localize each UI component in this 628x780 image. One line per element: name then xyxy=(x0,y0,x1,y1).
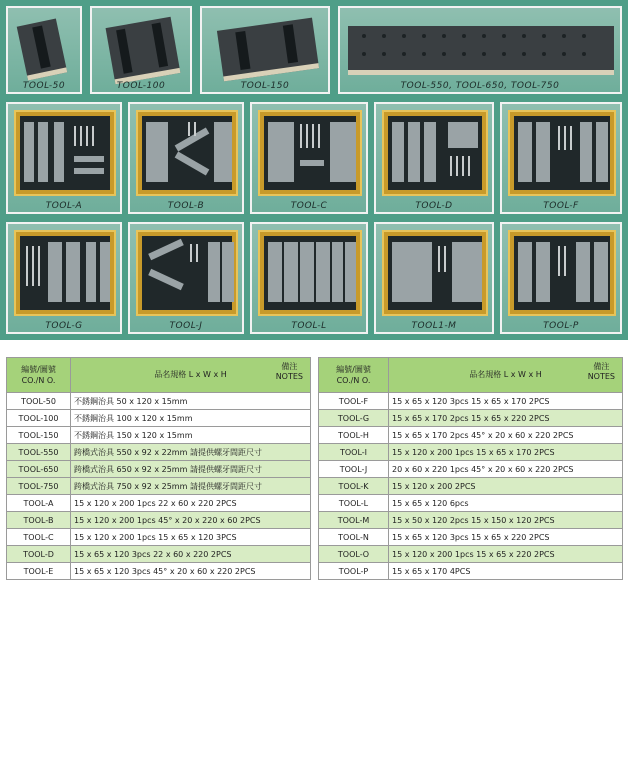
tool-case xyxy=(382,110,488,196)
table-row xyxy=(7,546,311,563)
tool-case xyxy=(258,230,362,316)
cell-spec: 不銹鋼治具 50 x 120 x 15mm xyxy=(71,393,311,410)
cell-spec: 15 x 65 x 170 4PCS xyxy=(389,563,623,580)
tool-case xyxy=(382,230,488,316)
cell-spec: 15 x 65 x 120 3pcs 22 x 60 x 220 2PCS xyxy=(71,546,311,563)
table-row xyxy=(319,427,623,444)
photo-tool-l xyxy=(250,222,368,334)
photo-caption: TOOL-G xyxy=(45,321,83,331)
photo-tool-150 xyxy=(200,6,330,94)
cell-spec: 15 x 65 x 170 2pcs 15 x 65 x 220 2PCS xyxy=(389,410,623,427)
cell-code: TOOL-50 xyxy=(7,393,71,410)
photo-tool-50 xyxy=(6,6,82,94)
cell-code: TOOL-P xyxy=(319,563,389,580)
table-row xyxy=(7,512,311,529)
cell-code: TOOL-A xyxy=(7,495,71,512)
table-row xyxy=(7,495,311,512)
photo-caption: TOOL-100 xyxy=(116,81,166,91)
cell-spec: 15 x 65 x 120 3pcs 45° x 20 x 60 x 220 2PCS xyxy=(71,563,311,580)
photo-caption: TOOL-B xyxy=(167,201,205,211)
table-row xyxy=(7,461,311,478)
table-row xyxy=(7,410,311,427)
cell-code: TOOL-150 xyxy=(7,427,71,444)
cell-spec: 20 x 60 x 220 1pcs 45° x 20 x 60 x 220 2PCS xyxy=(389,461,623,478)
table-row xyxy=(319,546,623,563)
photo-tool-f xyxy=(500,102,622,214)
photo-caption: TOOL-550, TOOL-650, TOOL-750 xyxy=(400,81,560,91)
cell-spec: 15 x 120 x 200 1pcs 15 x 65 x 170 2PCS xyxy=(389,444,623,461)
table-row xyxy=(319,529,623,546)
cell-code: TOOL-F xyxy=(319,393,389,410)
photo-tool-d xyxy=(374,102,494,214)
cell-code: TOOL-N xyxy=(319,529,389,546)
cell-spec: 15 x 65 x 120 3pcs 15 x 65 x 220 2PCS xyxy=(389,529,623,546)
cell-code: TOOL-E xyxy=(7,563,71,580)
photo-caption: TOOL-A xyxy=(45,201,83,211)
cell-spec: 不銹鋼治具 100 x 120 x 15mm xyxy=(71,410,311,427)
photo-caption: TOOL-C xyxy=(290,201,328,211)
photo-tool-g xyxy=(6,222,122,334)
cell-code: TOOL-H xyxy=(319,427,389,444)
photo-tool-a xyxy=(6,102,122,214)
spec-table-right xyxy=(318,357,623,580)
photo-caption: TOOL-P xyxy=(543,321,579,331)
table-row xyxy=(319,563,623,580)
photo-caption: TOOL-J xyxy=(169,321,203,331)
table-row xyxy=(7,529,311,546)
table-row xyxy=(319,444,623,461)
cell-code: TOOL-650 xyxy=(7,461,71,478)
photo-tool-j xyxy=(128,222,244,334)
photo-caption: TOOL-150 xyxy=(240,81,290,91)
cell-spec: 15 x 120 x 200 1pcs 22 x 60 x 220 2PCS xyxy=(71,495,311,512)
cell-code: TOOL-O xyxy=(319,546,389,563)
cell-code: TOOL-J xyxy=(319,461,389,478)
cell-code: TOOL-550 xyxy=(7,444,71,461)
spec-table-left xyxy=(6,357,311,580)
tool-case xyxy=(136,230,238,316)
fixture-plate xyxy=(17,18,68,80)
cell-code: TOOL-K xyxy=(319,478,389,495)
cell-spec: 不銹鋼治具 150 x 120 x 15mm xyxy=(71,427,311,444)
header-spec: 品名規格 L x W x H 備注 NOTES xyxy=(71,358,311,393)
cell-code: TOOL-L xyxy=(319,495,389,512)
photo-caption: TOOL-50 xyxy=(22,81,66,91)
table-row xyxy=(319,410,623,427)
fixture-bridge-plate xyxy=(348,26,614,75)
table-body xyxy=(319,393,623,580)
table-body xyxy=(7,393,311,580)
cell-spec: 跨橋式治具 550 x 92 x 22mm 請提供螺牙間距尺寸 xyxy=(71,444,311,461)
table-row xyxy=(319,461,623,478)
photo-caption: TOOL-F xyxy=(543,201,579,211)
header-code: 編號/圖號 CO./N O. xyxy=(7,358,71,393)
table-row xyxy=(7,427,311,444)
photo-tool-c xyxy=(250,102,368,214)
cell-spec: 15 x 65 x 120 6pcs xyxy=(389,495,623,512)
cell-code: TOOL-M xyxy=(319,512,389,529)
table-row xyxy=(7,563,311,580)
cell-spec: 15 x 65 x 170 2pcs 45° x 20 x 60 x 220 2PCS xyxy=(389,427,623,444)
cell-spec: 15 x 120 x 200 1pcs 45° x 20 x 220 x 60 2PCS xyxy=(71,512,311,529)
cell-code: TOOL-G xyxy=(319,410,389,427)
photo-tool-b xyxy=(128,102,244,214)
photo-tool-m xyxy=(374,222,494,334)
cell-code: TOOL-100 xyxy=(7,410,71,427)
cell-spec: 跨橋式治具 750 x 92 x 25mm 請提供螺牙間距尺寸 xyxy=(71,478,311,495)
fixture-plate xyxy=(217,18,319,82)
cell-spec: 跨橋式治具 650 x 92 x 25mm 請提供螺牙間距尺寸 xyxy=(71,461,311,478)
table-header-row xyxy=(7,358,311,393)
tool-case xyxy=(508,230,616,316)
tool-case xyxy=(136,110,238,196)
cell-code: TOOL-C xyxy=(7,529,71,546)
tool-case xyxy=(508,110,616,196)
photo-tool-550-650-750 xyxy=(338,6,622,94)
cell-code: TOOL-B xyxy=(7,512,71,529)
photo-caption: TOOL-L xyxy=(291,321,327,331)
table-row xyxy=(7,478,311,495)
cell-code: TOOL-750 xyxy=(7,478,71,495)
product-photo-grid xyxy=(0,0,628,340)
table-row xyxy=(7,444,311,461)
tool-case xyxy=(14,110,116,196)
photo-tool-p xyxy=(500,222,622,334)
table-row xyxy=(319,512,623,529)
fixture-plate xyxy=(106,17,181,85)
tool-case xyxy=(258,110,362,196)
cell-spec: 15 x 50 x 120 2pcs 15 x 150 x 120 2PCS xyxy=(389,512,623,529)
cell-spec: 15 x 120 x 200 1pcs 15 x 65 x 220 2PCS xyxy=(389,546,623,563)
cell-spec: 15 x 120 x 200 1pcs 15 x 65 x 120 3PCS xyxy=(71,529,311,546)
photo-caption: TOOL-D xyxy=(415,201,453,211)
header-spec: 品名規格 L x W x H 備注 NOTES xyxy=(389,358,623,393)
photo-tool-100 xyxy=(90,6,192,94)
cell-spec: 15 x 120 x 200 2PCS xyxy=(389,478,623,495)
cell-code: TOOL-D xyxy=(7,546,71,563)
table-row xyxy=(7,393,311,410)
cell-spec: 15 x 65 x 120 3pcs 15 x 65 x 170 2PCS xyxy=(389,393,623,410)
table-row xyxy=(319,393,623,410)
photo-caption: TOOL1-M xyxy=(411,321,457,331)
table-header-row xyxy=(319,358,623,393)
table-row xyxy=(319,478,623,495)
header-code: 編號/圖號 CO./N O. xyxy=(319,358,389,393)
cell-code: TOOL-I xyxy=(319,444,389,461)
tool-case xyxy=(14,230,116,316)
table-row xyxy=(319,495,623,512)
